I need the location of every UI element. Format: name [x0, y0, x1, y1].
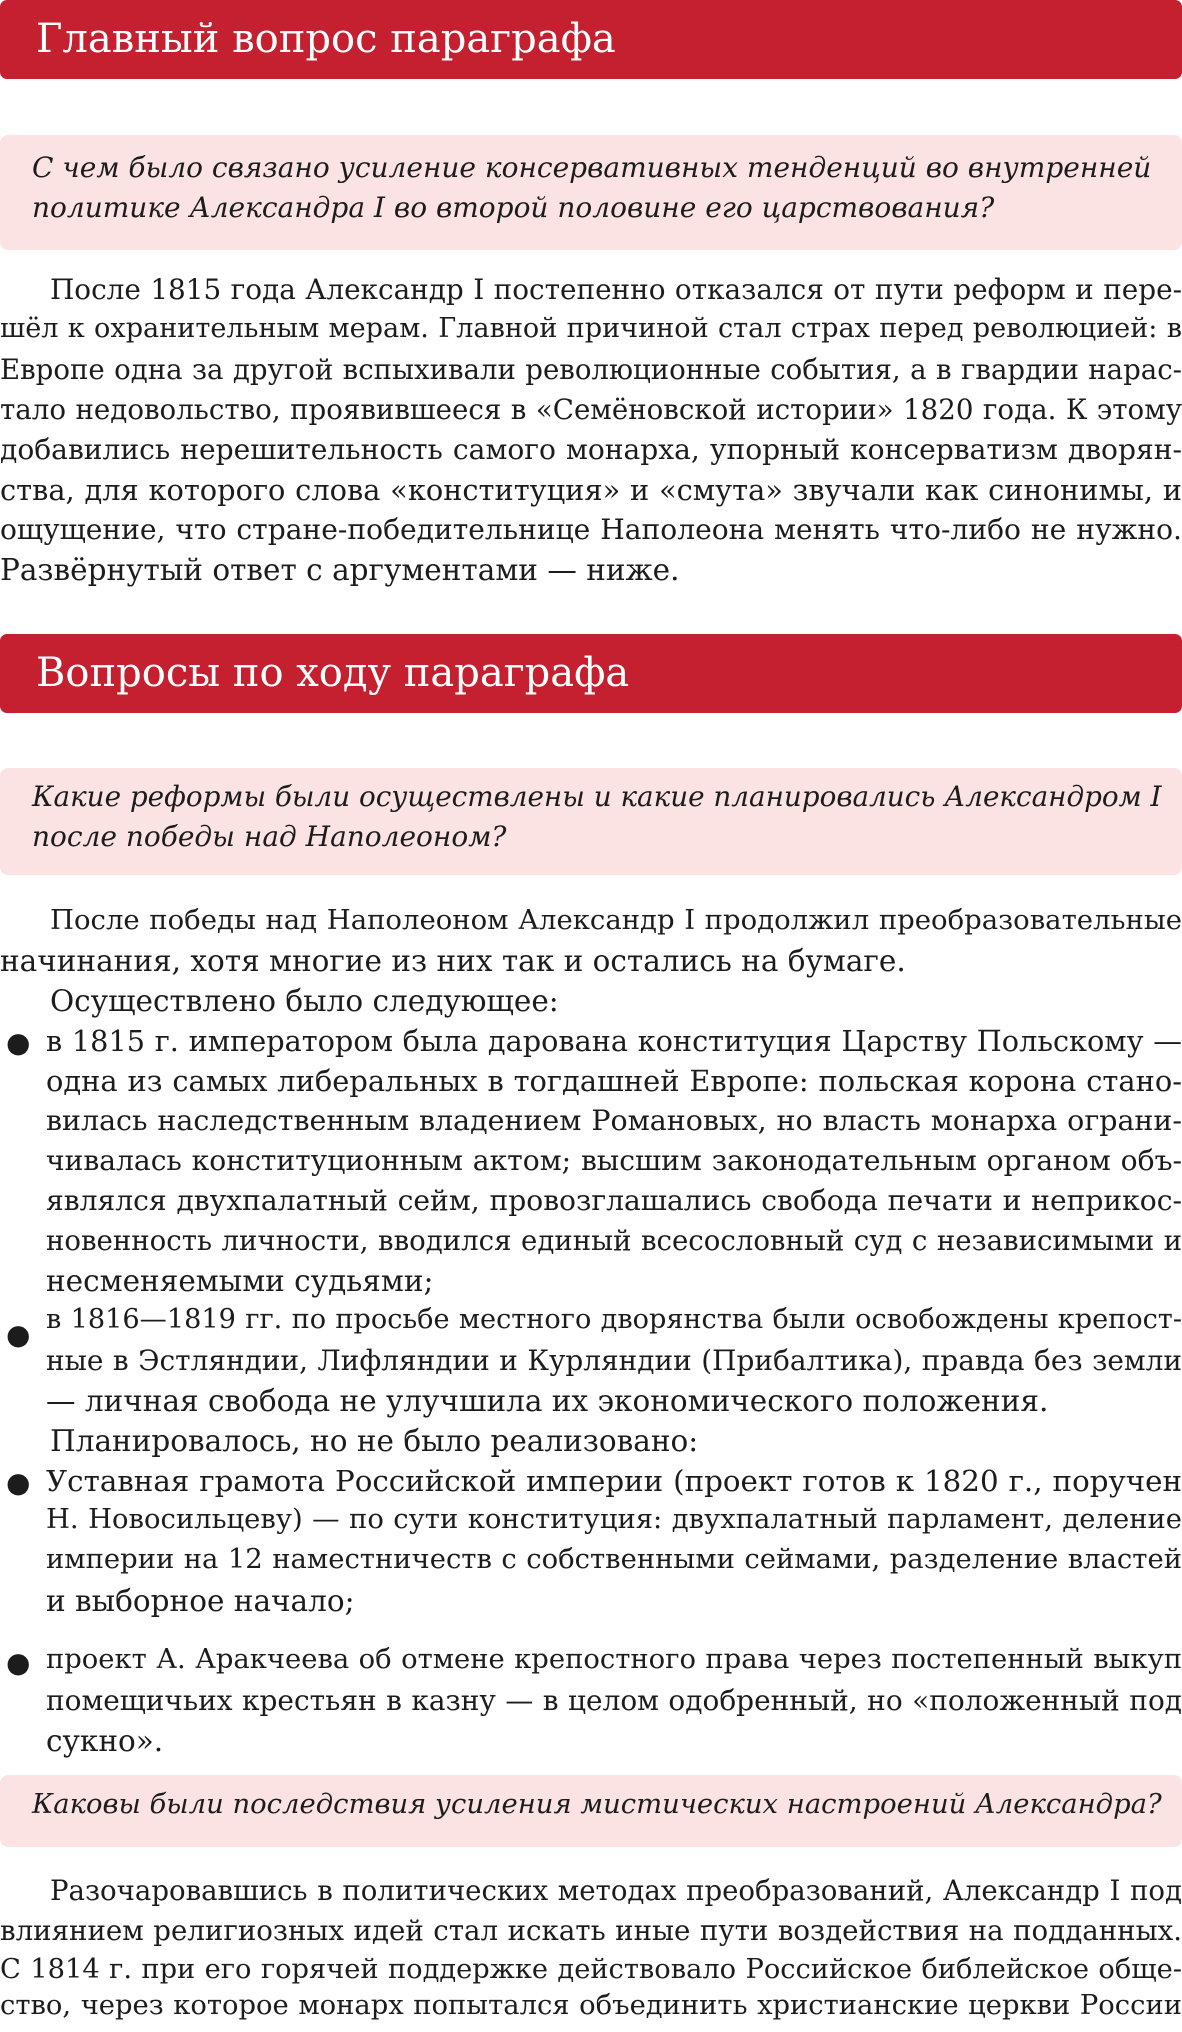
- answer-line: влиянием религиозных идей стал искать иные пути воздействия на подданных.: [0, 1914, 1182, 1947]
- list-item-line: и выборное начало;: [46, 1584, 355, 1618]
- list-item-line: одна из самых либеральных в тогдашней Европе: польская корона стано-: [46, 1064, 1182, 1098]
- question-line: С чем было связано усиление консервативных тенденций во внутренней: [32, 151, 1152, 184]
- answer-line: тало недовольство, проявившееся в «Семёновской истории» 1820 года. К этому: [0, 393, 1182, 426]
- section-title: Главный вопрос параграфа: [36, 16, 616, 62]
- answer-line: С 1814 г. при его горячей поддержке действовало Российское библейское обще-: [0, 1954, 1182, 1985]
- list-item-line: империи на 12 наместничеств с собственными сеймами, разделение властей: [46, 1544, 1182, 1575]
- list-label: Планировалось, но не было реализовано:: [50, 1424, 699, 1458]
- list-item-line: сукно».: [46, 1724, 164, 1758]
- section-title: Вопросы по ходу параграфа: [36, 650, 630, 696]
- list-item-line: несменяемыми судьями;: [46, 1264, 434, 1298]
- question-line: политике Александра I во второй половине его царствования?: [32, 191, 995, 224]
- list-item-line: проект А. Аракчеева об отмене крепостного права через постепенный выкуп: [46, 1644, 1182, 1675]
- answer-line: добавились нерешительность самого монарха, упорный консерватизм дворян-: [0, 433, 1182, 466]
- section-header-main-question: [0, 0, 1182, 79]
- list-item-line: ные в Эстляндии, Лифляндии и Курляндии (Прибалтика), правда без земли: [46, 1344, 1182, 1377]
- bullet-icon: ●: [6, 1318, 31, 1351]
- question-box: [0, 768, 1182, 875]
- bullet-icon: ●: [6, 1026, 31, 1059]
- list-item-line: помещичьих крестьян в казну — в целом одобренный, но «положенный под: [46, 1684, 1182, 1717]
- question-box: [0, 135, 1182, 250]
- answer-line: После победы над Наполеоном Александр I продолжил преобразовательные: [50, 904, 1182, 936]
- answer-line: После 1815 года Александр I постепенно отказался от пути реформ и пере-: [50, 273, 1182, 306]
- list-label: Осуществлено было следующее:: [50, 984, 559, 1018]
- list-item-line: Н. Новосильцеву) — по сути конституция: двухпалатный парламент, деление: [46, 1504, 1182, 1535]
- answer-line: ства, для которого слова «конституция» и «смута» звучали как синонимы, и: [0, 473, 1182, 507]
- answer-line: ощущение, что стране-победительнице Наполеона менять что-либо не нужно.: [0, 513, 1182, 546]
- question-line: Какие реформы были осуществлены и какие планировались Александром I: [32, 780, 1162, 813]
- question-line: Каковы были последствия усиления мистических настроений Александра?: [32, 1789, 1162, 1820]
- answer-line: ство, через которое монарх попытался объединить христианские церкви России: [0, 1990, 1182, 2021]
- answer-line: шёл к охранительным мерам. Главной причиной стал страх перед революцией: в: [0, 313, 1182, 344]
- list-item-line: Уставная грамота Российской империи (проект готов к 1820 г., поручен: [46, 1464, 1182, 1498]
- list-item-line: вилась наследственным владением Романовых, но власть монарха ограни-: [46, 1104, 1182, 1137]
- answer-line: Развёрнутый ответ с аргументами — ниже.: [0, 553, 680, 587]
- list-item-line: новенность личности, вводился единый всесословный суд с независимыми и: [46, 1224, 1182, 1257]
- bullet-icon: ●: [6, 1646, 31, 1679]
- list-item-line: в 1816—1819 гг. по просьбе местного дворянства были освобождены крепост-: [46, 1304, 1182, 1335]
- list-item-line: являлся двухпалатный сейм, провозглашались свобода печати и неприкос-: [46, 1184, 1182, 1217]
- bullet-icon: ●: [6, 1466, 31, 1499]
- answer-line: начинания, хотя многие из них так и остались на бумаге.: [0, 944, 906, 978]
- section-header-questions: [0, 634, 1182, 713]
- question-box: [0, 1775, 1182, 1847]
- list-item-line: чивалась конституционным актом; высшим законодательным органом объ-: [46, 1144, 1182, 1177]
- list-item-line: в 1815 г. императором была дарована конституция Царству Польскому —: [46, 1024, 1182, 1058]
- question-line: после победы над Наполеоном?: [32, 820, 507, 853]
- list-item-line: — личная свобода не улучшила их экономического положения.: [46, 1384, 1049, 1418]
- answer-line: Европе одна за другой вспыхивали революционные события, а в гвардии нарас-: [0, 353, 1182, 386]
- answer-line: Разочаровавшись в политических методах преобразований, Александр I под: [50, 1874, 1182, 1907]
